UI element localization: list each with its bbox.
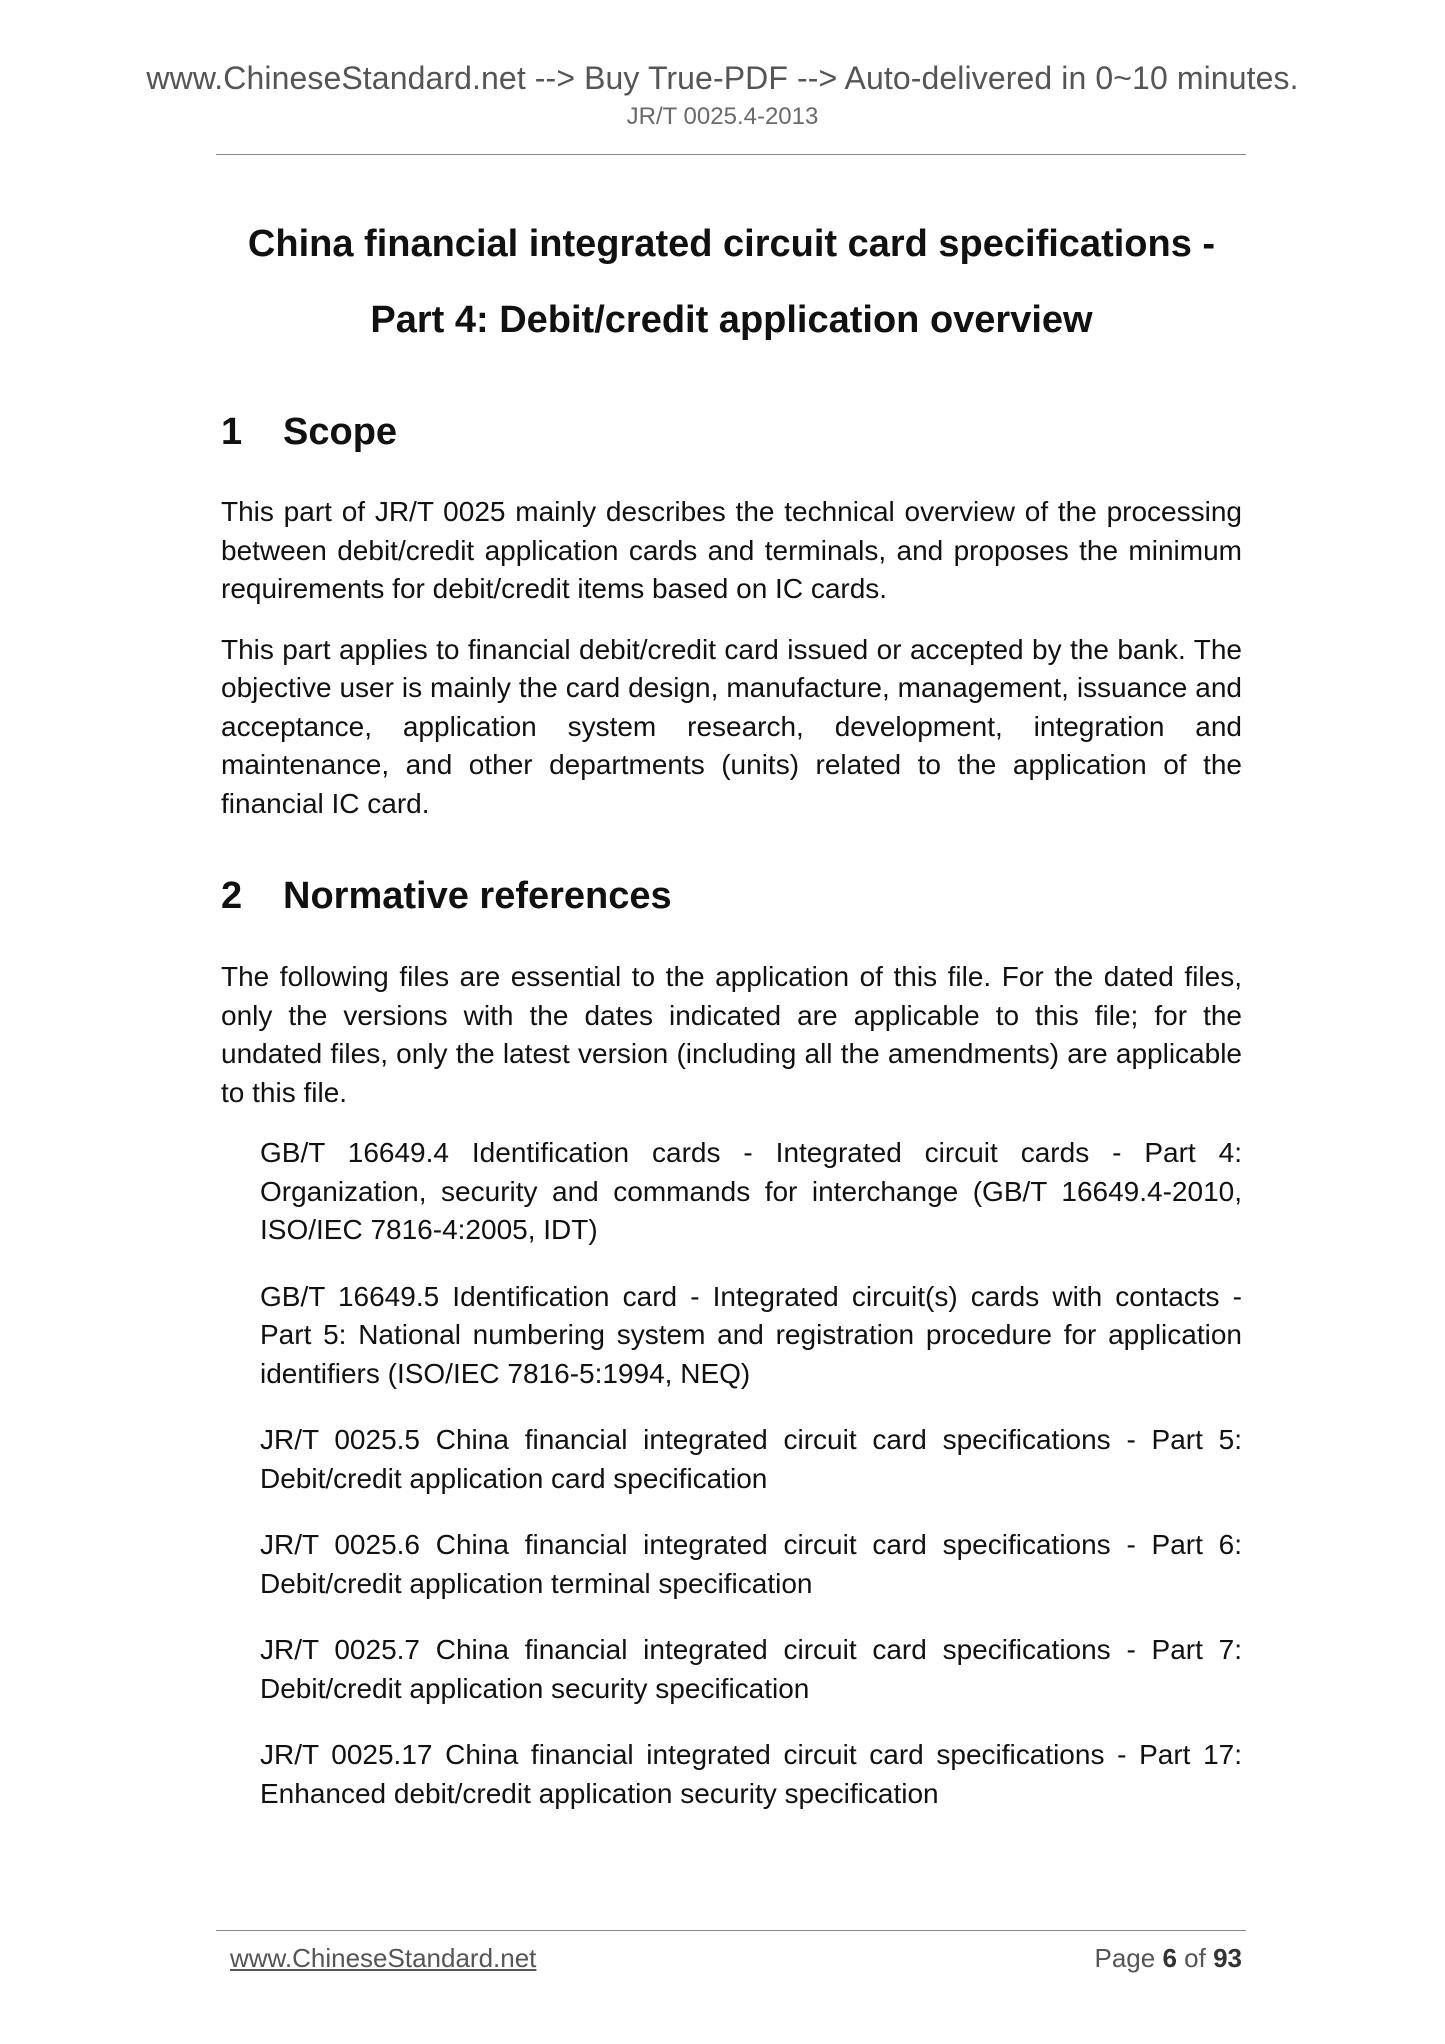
header-banner: www.ChineseStandard.net --> Buy True-PDF --> Auto-delivered in 0~10 minutes. xyxy=(146,60,1299,96)
scope-paragraph-1: This part of JR/T 0025 mainly describes the technical overview of the processing between debit/credit application cards and terminals, and proposes the minimum requirements for debit/credit items based on IC cards. xyxy=(221,496,1242,604)
header-divider xyxy=(216,154,1246,155)
document-title-line-1: China financial integrated circuit card specifications - xyxy=(247,223,1216,265)
scope-paragraph-2: This part applies to financial debit/credit card issued or accepted by the bank. The objective user is mainly the card design, manufacture, management, issuance and acceptance, application system research, development, integration and maintenance, and other departments (units) related to the application of the financial IC card. xyxy=(221,633,1242,819)
footer-divider xyxy=(216,1930,1246,1931)
section-title: Scope xyxy=(283,411,398,453)
section-heading-scope xyxy=(221,410,1242,454)
page-footer xyxy=(230,1941,1242,1975)
footer-website-link[interactable]: www.ChineseStandard.net xyxy=(230,1943,537,1973)
reference-gb-t-16649-5: GB/T 16649.5 Identification card - Integrated circuit(s) cards with contacts - Part 5: National numbering system and registration procedure for application identifiers (ISO/IEC 7816-5:1994, NEQ) xyxy=(260,1280,1242,1389)
reference-jr-t-0025-5: JR/T 0025.5 China financial integrated circuit card specifications - Part 5: Debit/credit application card specification xyxy=(260,1424,1242,1494)
section-number: 2 xyxy=(221,875,243,917)
section-number: 1 xyxy=(221,411,243,453)
page-of-label: of xyxy=(1184,1943,1206,1973)
total-pages: 93 xyxy=(1213,1943,1242,1973)
reference-jr-t-0025-17: JR/T 0025.17 China financial integrated circuit card specifications - Part 17: Enhanced debit/credit application security specification xyxy=(260,1739,1242,1809)
reference-gb-t-16649-4: GB/T 16649.4 Identification cards - Integrated circuit cards - Part 4: Organization, security and commands for interchange (GB/T 16649.4-2010, ISO/IEC 7816-4:2005, IDT) xyxy=(260,1137,1242,1245)
page-header xyxy=(0,58,1445,133)
current-page: 6 xyxy=(1162,1943,1177,1973)
page-label: Page xyxy=(1094,1943,1156,1973)
section-heading-normative-references xyxy=(221,874,1242,918)
standard-code: JR/T 0025.4-2013 xyxy=(626,103,819,130)
references-intro-paragraph: The following files are essential to the application of this file. For the dated files, only the versions with the dates indicated are applicable to this file; for the undated files, only the latest version (including all the amendments) are applicable to this file. xyxy=(221,961,1242,1108)
page-number xyxy=(1094,1941,1242,1975)
reference-jr-t-0025-6: JR/T 0025.6 China financial integrated circuit card specifications - Part 6: Debit/credit application terminal specification xyxy=(260,1529,1242,1599)
section-title: Normative references xyxy=(283,875,672,917)
reference-jr-t-0025-7: JR/T 0025.7 China financial integrated circuit card specifications - Part 7: Debit/credit application security specification xyxy=(260,1634,1242,1704)
document-title xyxy=(221,206,1242,358)
document-title-line-2: Part 4: Debit/credit application overview xyxy=(370,299,1093,341)
document-content xyxy=(221,206,1242,1813)
